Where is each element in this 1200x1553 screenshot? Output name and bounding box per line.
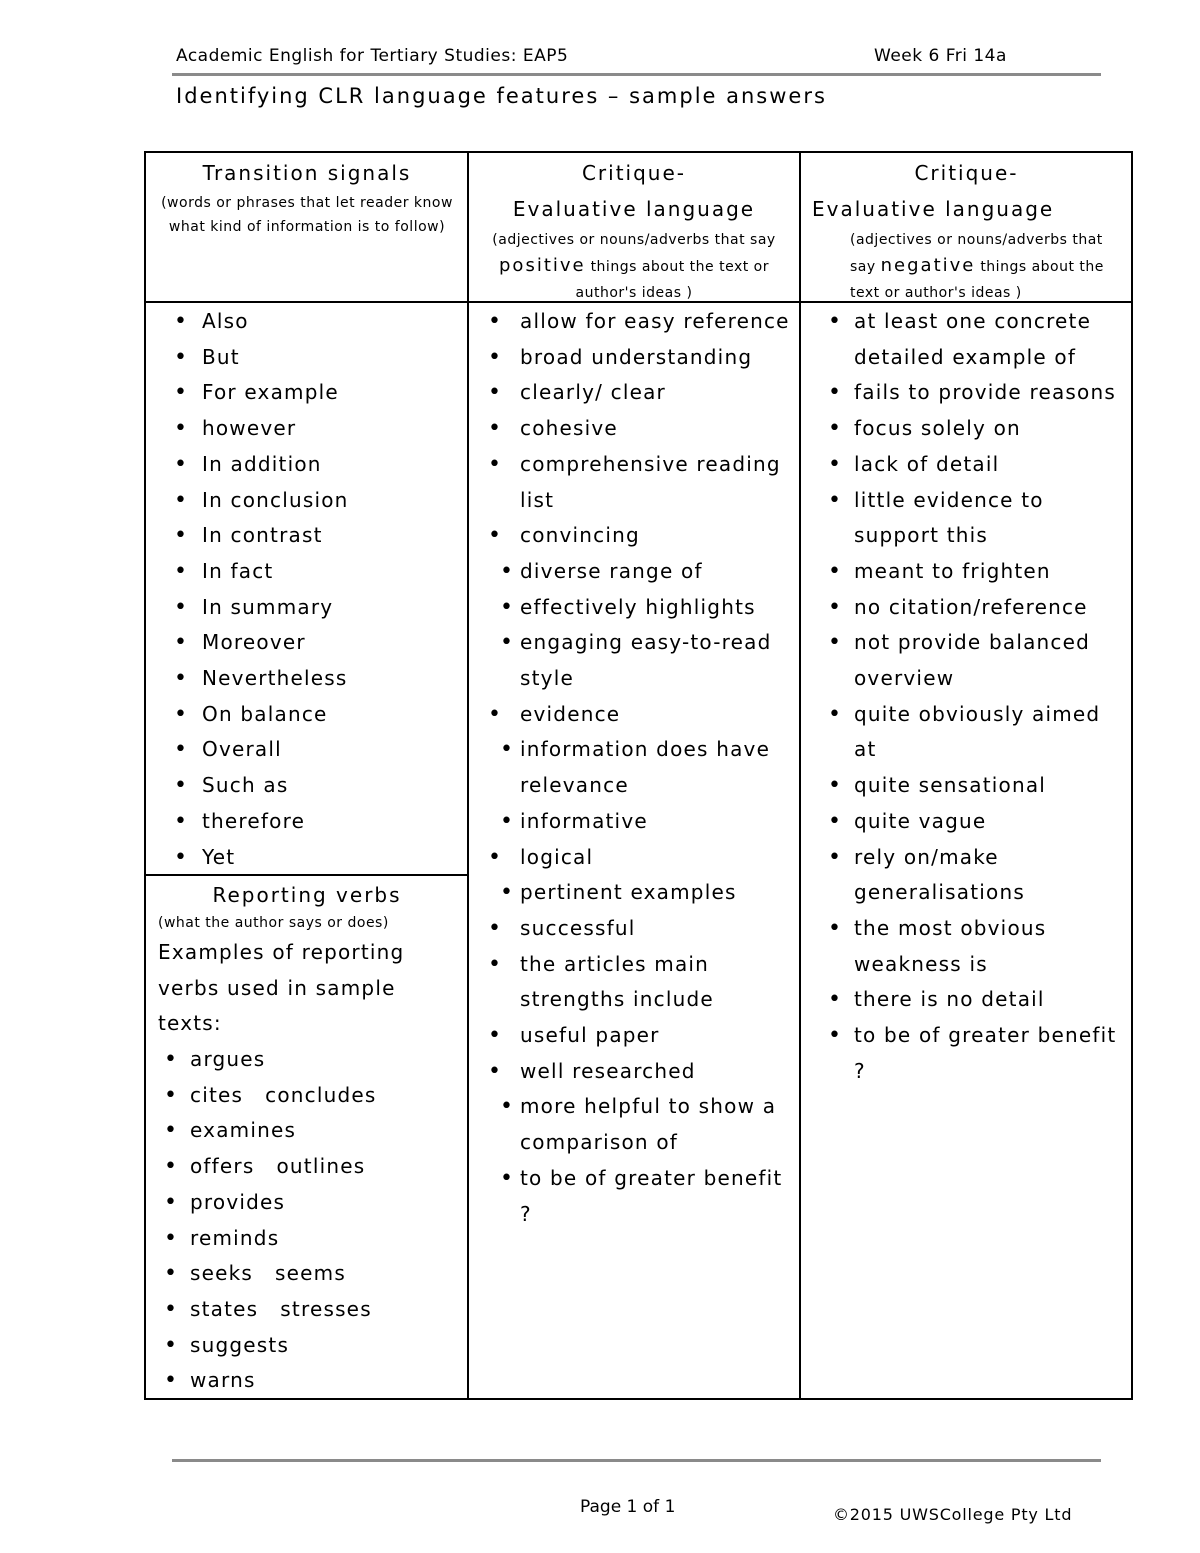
list-item: • no citation/reference: [826, 590, 1126, 626]
transition-list: [174, 304, 349, 875]
list-item: • successful: [480, 911, 800, 947]
list-item: • quite obviously aimed at: [826, 697, 1126, 768]
list-item: • provides: [158, 1185, 376, 1221]
positive-heading-line1: Critique-: [581, 161, 687, 185]
list-item: • evidence: [480, 697, 800, 733]
list-item: • engaging easy-to-read style: [480, 625, 800, 696]
negative-emphasis: negative: [880, 255, 976, 276]
list-item: • however: [174, 411, 349, 447]
reporting-intro: Examples of reporting verbs used in sample texts:: [158, 940, 405, 1036]
positive-emphasis: positive: [499, 255, 586, 276]
positive-list: [480, 304, 800, 1232]
list-item: • not provide balanced overview: [826, 625, 1126, 696]
transition-header: [146, 153, 468, 239]
verb: stresses: [280, 1296, 372, 1321]
list-item: • lack of detail: [826, 447, 1126, 483]
positive-subheading: [468, 227, 800, 306]
verb: offers: [190, 1154, 255, 1179]
reporting-header: [146, 877, 468, 933]
reporting-heading: Reporting verbs: [212, 883, 402, 907]
list-item: • Yet: [174, 840, 349, 876]
list-item: [158, 1078, 376, 1114]
course-title: Academic English for Tertiary Studies: EAP5: [176, 46, 569, 66]
list-item: • In conclusion: [174, 483, 349, 519]
verb: concludes: [265, 1082, 377, 1107]
verb: seems: [275, 1261, 346, 1286]
document-title: Identifying CLR language features – sample answers: [176, 84, 827, 108]
list-item: • But: [174, 340, 349, 376]
list-item: • well researched: [480, 1054, 800, 1090]
list-item: • focus solely on: [826, 411, 1126, 447]
negative-heading-line1: Critique-: [914, 161, 1019, 185]
list-item: • comprehensive reading list: [480, 447, 800, 518]
list-item: • cohesive: [480, 411, 800, 447]
list-item: • For example: [174, 375, 349, 411]
list-item: • pertinent examples: [480, 875, 800, 911]
positive-sub-a: (adjectives or nouns/adverbs that say: [492, 232, 776, 248]
list-item: • rely on/make generalisations: [826, 840, 1126, 911]
list-item: • Nevertheless: [174, 661, 349, 697]
list-item: • allow for easy reference: [480, 304, 800, 340]
positive-header: [468, 153, 800, 306]
list-item: • Such as: [174, 768, 349, 804]
list-item: • broad understanding: [480, 340, 800, 376]
list-item: • Also: [174, 304, 349, 340]
list-item: • useful paper: [480, 1018, 800, 1054]
list-item: • clearly/ clear: [480, 375, 800, 411]
list-item: • informative: [480, 804, 800, 840]
list-item: • there is no detail: [826, 982, 1126, 1018]
list-item: • reminds: [158, 1221, 376, 1257]
list-item: • warns: [158, 1363, 376, 1399]
list-item: • examines: [158, 1113, 376, 1149]
list-item: • In fact: [174, 554, 349, 590]
list-item: • at least one concrete detailed example of: [826, 304, 1126, 375]
list-item: • Overall: [174, 732, 349, 768]
header-rule: [172, 73, 1101, 76]
transition-heading: Transition signals: [202, 161, 412, 185]
list-item: • logical: [480, 840, 800, 876]
verb: seeks: [190, 1261, 254, 1286]
list-item: [158, 1292, 376, 1328]
positive-heading-line2: Evaluative language: [512, 197, 756, 221]
list-item: • meant to frighten: [826, 554, 1126, 590]
list-item: [158, 1256, 376, 1292]
list-item: • to be of greater benefit ?: [826, 1018, 1126, 1089]
list-item: • argues: [158, 1042, 376, 1078]
list-item: • fails to provide reasons: [826, 375, 1126, 411]
list-item: • In summary: [174, 590, 349, 626]
list-item: • the most obvious weakness is: [826, 911, 1126, 982]
list-item: • In addition: [174, 447, 349, 483]
list-item: • quite sensational: [826, 768, 1126, 804]
list-item: • more helpful to show a comparison of: [480, 1089, 800, 1160]
list-item: [158, 1149, 376, 1185]
negative-heading-line2: Evaluative language: [812, 197, 1055, 221]
positive-sub-b: things about the text or author's ideas ): [575, 259, 769, 301]
list-item: • suggests: [158, 1328, 376, 1364]
list-item: • effectively highlights: [480, 590, 800, 626]
reporting-subheading: (what the author says or does): [158, 915, 389, 931]
verb: outlines: [276, 1154, 366, 1179]
list-item: • the articles main strengths include: [480, 947, 800, 1018]
list-item: • In contrast: [174, 518, 349, 554]
list-item: • diverse range of: [480, 554, 800, 590]
list-item: • therefore: [174, 804, 349, 840]
reporting-list: [158, 1042, 376, 1399]
list-item: • Moreover: [174, 625, 349, 661]
verb: states: [190, 1296, 259, 1321]
list-item: • information does have relevance: [480, 732, 800, 803]
week-label: Week 6 Fri 14a: [874, 46, 1007, 66]
list-item: • On balance: [174, 697, 349, 733]
page-number: Page 1 of 1: [580, 1497, 676, 1517]
footer-rule: [172, 1459, 1101, 1462]
list-item: • to be of greater benefit ?: [480, 1161, 800, 1232]
negative-list: [826, 304, 1126, 1089]
features-table: [144, 151, 1133, 1400]
list-item: • quite vague: [826, 804, 1126, 840]
negative-header: [800, 153, 1133, 306]
negative-sub-b: things about the text or author's ideas ): [850, 259, 1104, 301]
verb: cites: [190, 1082, 244, 1107]
list-item: • convincing: [480, 518, 800, 554]
column-divider: [467, 153, 469, 1398]
list-item: • little evidence to support this: [826, 483, 1126, 554]
transition-subheading: (words or phrases that let reader know what kind of information is to follow): [161, 195, 453, 235]
negative-sub-a: (adjectives or nouns/adverbs that say: [850, 232, 1103, 275]
copyright: ©2015 UWSCollege Pty Ltd: [833, 1505, 1073, 1524]
negative-subheading: [800, 227, 1133, 306]
